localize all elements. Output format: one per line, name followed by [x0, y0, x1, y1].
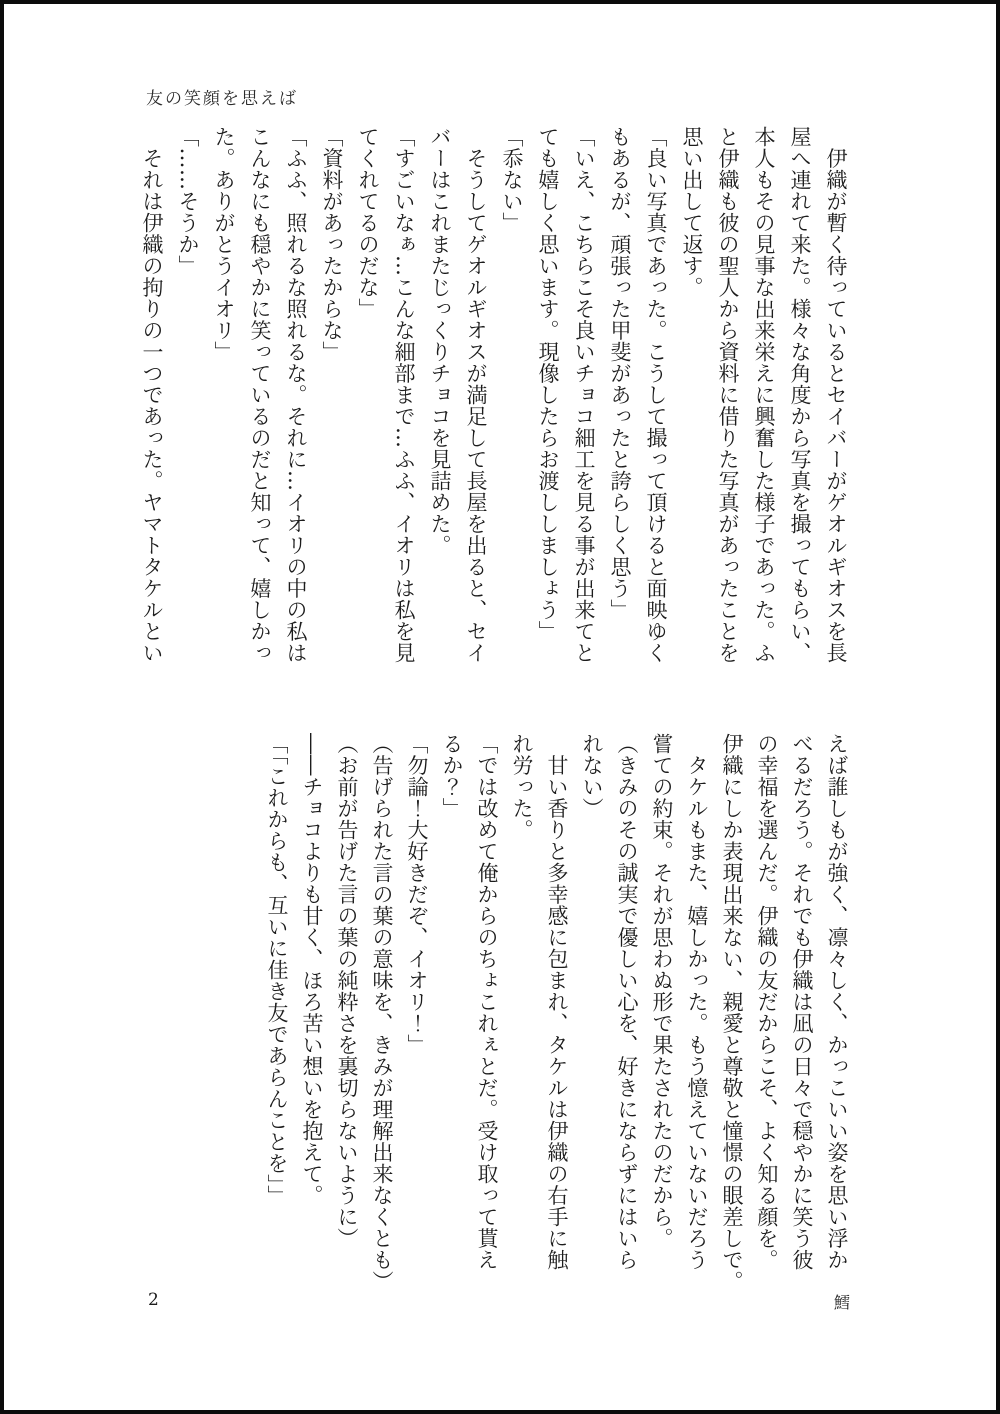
- text-column: 「いえ、こちらこそ良いチョコ細工を見る事が出来てと: [572, 126, 596, 664]
- text-column: 「資料があったからな」: [320, 126, 344, 363]
- text-column: 「では改めて俺からのちょこれぇとだ。受け取って貰え: [475, 733, 499, 1271]
- text-column: えば誰しもが強く、凛々しく、かっこいい姿を思い浮か: [825, 733, 849, 1271]
- text-column: ても嬉しく思います。現像したらお渡ししましょう」: [536, 126, 560, 642]
- text-column: もあるが、頑張った甲斐があったと誇らしく思う」: [608, 126, 632, 621]
- author-mark: 鱈: [834, 1293, 851, 1312]
- text-column: 「すごいなぁ…こんな細部まで…ふふ、イオリは私を見: [392, 126, 416, 664]
- text-column: 「忝ない」: [500, 126, 524, 234]
- text-column: 「……そうか」: [176, 126, 200, 277]
- text-column: （お前が告げた言の葉の純粋さを裏切らないように）: [335, 733, 359, 1249]
- text-column: 「「これからも、互いに佳き友であらんことを」」: [265, 733, 289, 1207]
- text-column: 本人もその見事な出来栄えに興奮した様子であった。ふ: [752, 126, 776, 664]
- text-column: ――チョコよりも甘く、ほろ苦い想いを抱えて。: [300, 733, 324, 1206]
- text-column: べるだろう。それでも伊織は凪の日々で穏やかに笑う彼: [790, 733, 814, 1271]
- text-column: 伊織にしか表現出来ない、親愛と尊敬と憧憬の眼差しで。: [720, 733, 744, 1292]
- text-column: 思い出して返す。: [680, 126, 704, 298]
- text-column: 屋へ連れて来た。様々な角度から写真を撮ってもらい、: [788, 126, 812, 664]
- page-number: 2: [148, 1290, 159, 1310]
- running-header-title: 友の笑顔を思えば: [146, 89, 298, 109]
- upper-text-block: [134, 126, 854, 686]
- text-column: 「良い写真であった。こうして撮って頂けると面映ゆく: [644, 126, 668, 664]
- text-column: てくれてるのだな」: [356, 126, 380, 320]
- text-column: こんなにも穏やかに笑っているのだと知って、嬉しかっ: [248, 126, 272, 664]
- text-column: 甘い香りと多幸感に包まれ、タケルは伊織の右手に触: [545, 733, 569, 1271]
- text-column: れない）: [580, 733, 604, 819]
- text-column: と伊織も彼の聖人から資料に借りた写真があったことを: [716, 126, 740, 664]
- text-column: 「ふふ、照れるな照れるな。それに…イオリの中の私は: [284, 126, 308, 664]
- text-column: るか？」: [440, 733, 464, 819]
- text-column: （きみのその誠実で優しい心を、好きにならずにはいら: [615, 733, 639, 1271]
- text-column: 伊織が暫く待っているとセイバーがゲオルギオスを長: [824, 126, 848, 664]
- text-column: タケルもまた、嬉しかった。もう憶えていないだろう: [685, 733, 709, 1271]
- text-column: の幸福を選んだ。伊織の友だからこそ、よく知る顔を。: [755, 733, 779, 1271]
- text-column: （告げられた言の葉の意味を、きみが理解出来なくとも）: [370, 733, 394, 1292]
- text-column: 嘗ての約束。それが思わぬ形で果たされたのだから。: [650, 733, 674, 1249]
- text-column: た。ありがとうイオリ」: [212, 126, 236, 363]
- text-column: そうしてゲオルギオスが満足して長屋を出ると、セイ: [464, 126, 488, 664]
- lower-text-block: [259, 733, 854, 1293]
- text-column: それは伊織の拘りの一つであった。ヤマトタケルとい: [140, 126, 164, 664]
- text-column: バーはこれまたじっくりチョコを見詰めた。: [428, 126, 452, 556]
- text-column: 「勿論！大好きだぞ、イオリ！」: [405, 733, 429, 1056]
- text-column: れ労った。: [510, 733, 534, 841]
